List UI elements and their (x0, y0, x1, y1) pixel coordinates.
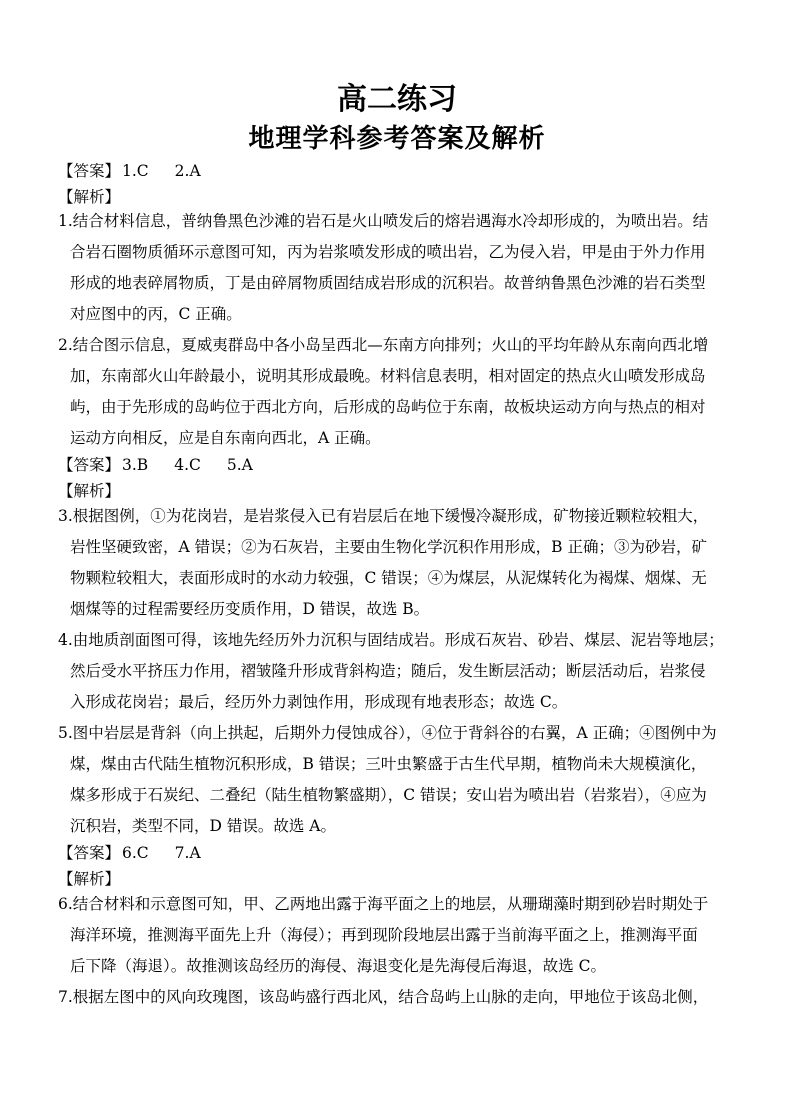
analysis-line: 1.结合材料信息，普纳鲁黑色沙滩的岩石是火山喷发后的熔岩遇海水冷却形成的，为喷出岩。结 (58, 212, 709, 230)
answer-label: 【答案】 (58, 844, 121, 862)
analysis-line: 煤多形成于石炭纪、二叠纪（陆生植物繁盛期），C 错误；安山岩为喷出岩（岩浆岩），④应为 (70, 786, 707, 804)
answer-label: 【答案】 (58, 456, 121, 474)
analysis-line: 物颗粒较粗大，表面形成时的水动力较强，C 错误；④为煤层，从泥煤转化为褐煤、烟煤、无 (70, 569, 707, 587)
analysis-line: 然后受水平挤压力作用，褶皱隆升形成背斜构造；随后，发生断层活动；断层活动后，岩浆侵 (70, 662, 706, 680)
analysis-line: 7.根据左图中的风向玫瑰图，该岛屿盛行西北风，结合岛屿上山脉的走向，甲地位于该岛北侧， (58, 988, 709, 1006)
page-subtitle: 地理学科参考答案及解析 (248, 124, 546, 154)
analysis-line: 2.结合图示信息，夏威夷群岛中各小岛呈西北—东南方向排列；火山的平均年龄从东南向西北增 (58, 336, 709, 354)
analysis-line: 运动方向相反，应是自东南向西北，A 正确。 (70, 429, 381, 447)
answer-value: 5.A (226, 456, 253, 474)
page-title: 高二练习 (337, 82, 457, 117)
analysis-line: 5.图中岩层是背斜（向上拱起，后期外力侵蚀成谷），④位于背斜谷的右翼，A 正确；④图例中为 (58, 724, 717, 742)
answer-value: 7.A (174, 844, 201, 862)
analysis-line: 4.由地质剖面图可得，该地先经历外力沉积与固结成岩。形成石灰岩、砂岩、煤层、泥岩等地层； (58, 631, 724, 649)
answer-value: 3.B (122, 456, 149, 474)
analysis-label: 【解析】 (58, 188, 121, 206)
answer-value: 4.C (174, 456, 201, 474)
analysis-line: 6.结合材料和示意图可知，甲、乙两地出露于海平面之上的地层，从珊瑚藻时期到砂岩时期处于 (58, 895, 709, 913)
analysis-line: 加，东南部火山年龄最小，说明其形成最晚。材料信息表明，相对固定的热点火山喷发形成岛 (70, 367, 706, 385)
analysis-label: 【解析】 (58, 482, 121, 500)
analysis-line: 屿，由于先形成的岛屿位于西北方向，后形成的岛屿位于东南，故板块运动方向与热点的相对 (70, 398, 706, 416)
analysis-line: 对应图中的丙，C 正确。 (70, 305, 242, 323)
analysis-line: 入形成花岗岩；最后，经历外力剥蚀作用，形成现有地表形态；故选 C。 (70, 693, 568, 711)
analysis-line: 煤，煤由古代陆生植物沉积形成，B 错误；三叶虫繁盛于古生代早期，植物尚未大规模演化， (70, 755, 707, 773)
analysis-line: 烟煤等的过程需要经历变质作用，D 错误，故选 B。 (70, 600, 430, 618)
analysis-line: 合岩石圈物质循环示意图可知，丙为岩浆喷发形成的喷出岩，乙为侵入岩，甲是由于外力作用 (70, 243, 706, 261)
analysis-line: 形成的地表碎屑物质，丁是由碎屑物质固结成岩形成的沉积岩。故普纳鲁黑色沙滩的岩石类型 (70, 274, 706, 292)
answer-value: 6.C (122, 844, 149, 862)
answer-label: 【答案】 (58, 162, 121, 180)
analysis-line: 海洋环境，推测海平面先上升（海侵）；再到现阶段地层出露于当前海平面之上，推测海平面 (70, 926, 698, 944)
analysis-line: 岩性坚硬致密，A 错误；②为石灰岩，主要由生物化学沉积作用形成，B 正确；③为砂岩，矿 (70, 538, 707, 556)
analysis-line: 后下降（海退）。故推测该岛经历的海侵、海退变化是先海侵后海退，故选 C。 (70, 957, 607, 975)
answer-value: 1.C (122, 162, 149, 180)
analysis-label: 【解析】 (58, 870, 121, 888)
analysis-line: 3.根据图例，①为花岗岩，是岩浆侵入已有岩层后在地下缓慢冷凝形成，矿物接近颗粒较粗大， (58, 507, 709, 525)
analysis-line: 沉积岩，类型不同，D 错误。故选 A。 (70, 817, 336, 835)
answer-value: 2.A (174, 162, 201, 180)
